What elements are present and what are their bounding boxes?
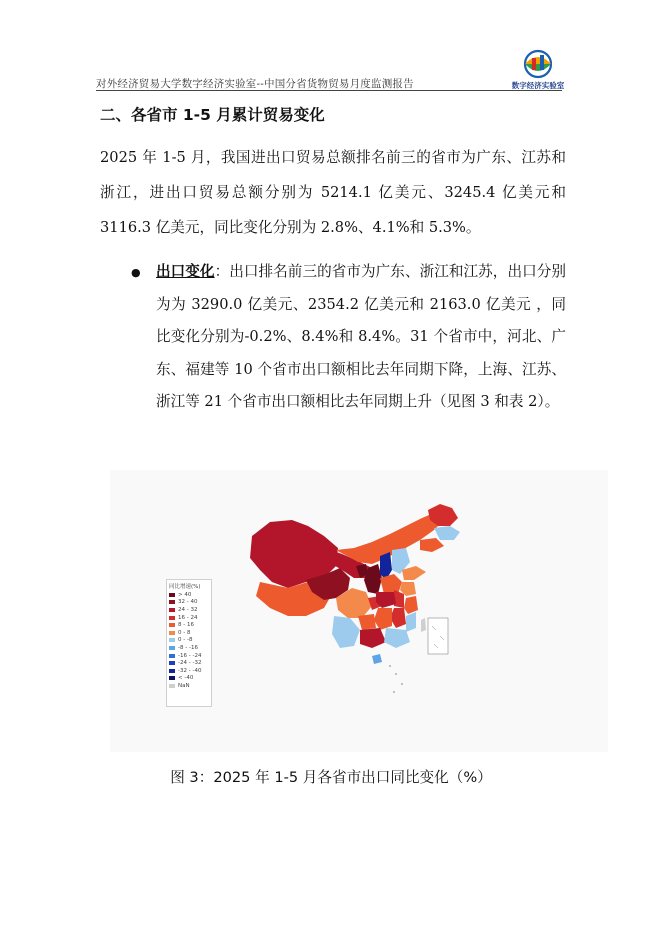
- section-title: 二、各省市 1-5 月累计贸易变化: [100, 106, 325, 124]
- legend-label: NaN: [178, 682, 190, 689]
- legend-label: -8 - -16: [178, 644, 198, 651]
- legend-swatch: [169, 684, 175, 688]
- legend-label: 16 - 24: [178, 614, 198, 621]
- legend-item: [167, 667, 211, 675]
- region-hunan: [374, 608, 392, 630]
- region-liaoning: [420, 538, 444, 552]
- legend-swatch: [169, 646, 175, 650]
- region-shandong: [402, 566, 426, 580]
- region-anhui: [394, 590, 404, 608]
- region-hainan: [372, 654, 382, 664]
- region-yunnan: [332, 616, 360, 648]
- legend-item: [167, 599, 211, 607]
- legend-item: [167, 682, 211, 690]
- legend-swatch: [169, 616, 175, 620]
- legend-label: -16 - -24: [178, 652, 202, 659]
- region-fujian: [406, 612, 416, 632]
- legend-swatch: [169, 608, 175, 612]
- legend-item: [167, 621, 211, 629]
- legend-swatch: [169, 661, 175, 665]
- legend-label: -24 - -32: [178, 660, 202, 667]
- legend-item: [167, 659, 211, 667]
- legend-item: [167, 675, 211, 683]
- legend-label: -32 - -40: [178, 667, 202, 674]
- legend-swatch: [169, 631, 175, 635]
- legend-item: [167, 629, 211, 637]
- legend-item: [167, 644, 211, 652]
- legend-title: 同比增速(%): [169, 584, 201, 590]
- legend-item: [167, 652, 211, 660]
- legend-label: 32 - 40: [178, 599, 198, 606]
- region-jilin: [434, 526, 460, 540]
- legend-swatch: [169, 654, 175, 658]
- region-jiangxi: [390, 608, 406, 628]
- figure-caption: 图 3：2025 年 1-5 月各省市出口同比变化（%）: [170, 769, 492, 786]
- legend-label: 24 - 32: [178, 606, 198, 613]
- intro-paragraph: 2025 年 1-5 月，我国进出口贸易总额排名前三的省市为广东、江苏和浙江，进出口贸易总额分别为 5214.1 亿美元、3245.4 亿美元和 3116.3 亿美元，同比变化分别为 2.8%、4.1%和 5.3%。: [100, 149, 566, 236]
- header-divider: [96, 90, 562, 91]
- legend-swatch: [169, 669, 175, 673]
- legend-label: 0 - -8: [178, 637, 193, 644]
- export-change-lead: 出口变化: [156, 263, 215, 280]
- legend-label: 8 - 16: [178, 622, 194, 629]
- region-zhejiang: [404, 596, 418, 614]
- logo-text: 数字经济实验室: [511, 81, 565, 90]
- region-taiwan: [421, 618, 426, 632]
- south-china-sea-inset: [428, 618, 448, 654]
- export-change-paragraph: [156, 256, 566, 419]
- legend-label: < -40: [178, 675, 194, 682]
- export-change-colon: ：: [214, 263, 230, 280]
- legend-item: [167, 614, 211, 622]
- china-export-map: [110, 470, 608, 752]
- legend-label: > 40: [178, 591, 192, 598]
- report-header: 对外经济贸易大学数字经济实验室--中国分省货物贸易月度监测报告: [96, 78, 414, 90]
- legend-item: [167, 591, 211, 599]
- legend-swatch: [169, 676, 175, 680]
- region-guizhou: [358, 614, 376, 630]
- region-guangdong: [384, 628, 410, 648]
- legend-label: 0 - 8: [178, 629, 191, 636]
- legend-swatch: [169, 638, 175, 642]
- legend-swatch: [169, 600, 175, 604]
- legend-swatch: [169, 593, 175, 597]
- legend-item: [167, 637, 211, 645]
- map-legend: [166, 579, 212, 707]
- export-change-text: 出口排名前三的省市为广东、浙江和江苏，出口分别为为 3290.0 亿美元、2354.2 亿美元和 2163.0 亿美元 ，同比变化分别为-0.2%、8.4%和 8.4%。31 个省市中，河北、广东、福建等 10 个省市出口额相比去年同期下降，上海、江苏、浙江等 21 个省市出口额相比去年同期上升（见图 3 和表 2）。: [156, 263, 566, 410]
- region-inner-mongolia: [336, 512, 446, 564]
- bullet-dot-icon: ●: [131, 266, 141, 279]
- region-guangxi: [360, 628, 386, 648]
- legend-item: [167, 606, 211, 614]
- legend-swatch: [169, 623, 175, 627]
